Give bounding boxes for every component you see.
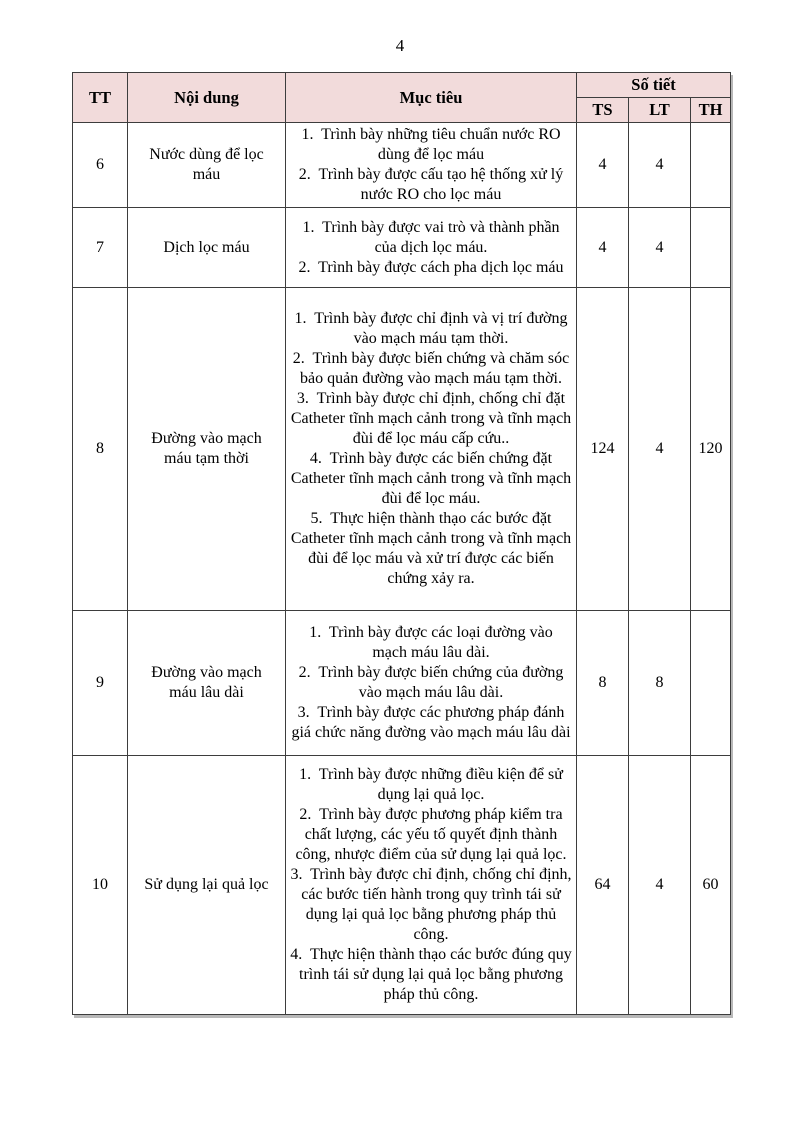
cell-noi-dung: Đường vào mạch máu tạm thời [128,288,286,611]
objective-item: 1. Trình bày được các loại đường vào mạch máu lâu dài. [309,624,553,661]
header-muc-tieu: Mục tiêu [286,73,577,123]
header-row-top [73,73,731,98]
header-lt: LT [629,98,691,123]
cell-tt: 6 [73,123,128,208]
cell-muc-tieu [286,611,577,756]
cell-lt: 8 [629,611,691,756]
objective-item: 1. Trình bày những tiêu chuẩn nước RO dùng để lọc máu [301,126,561,163]
header-ts: TS [577,98,629,123]
cell-lt: 4 [629,288,691,611]
objective-item: 2. Trình bày được phương pháp kiểm tra chất lượng, các yếu tố quyết định thành công, nhược điểm của sử dụng lại quả lọc. [295,806,567,863]
cell-ts: 64 [577,756,629,1015]
page-number: 4 [395,36,405,55]
objective-item: 2. Trình bày được biến chứng của đường vào mạch máu lâu dài. [298,664,564,701]
header-noi-dung: Nội dung [128,73,286,123]
table-row [73,208,731,288]
cell-tt: 9 [73,611,128,756]
objective-item: 3. Trình bày được chỉ định, chống chỉ đặt Catheter tĩnh mạch cảnh trong và tĩnh mạch đùi để lọc máu cấp cứu.. [290,390,572,447]
cell-noi-dung: Dịch lọc máu [128,208,286,288]
table-header [73,73,731,123]
cell-ts: 124 [577,288,629,611]
cell-th: 120 [691,288,731,611]
cell-lt: 4 [629,756,691,1015]
objective-item: 3. Trình bày được chỉ định, chống chỉ định, các bước tiến hành trong quy trình tái sử dụng lại quả lọc bằng phương pháp thủ công. [290,866,572,943]
cell-lt: 4 [629,208,691,288]
table-row [73,756,731,1015]
objective-item: 3. Trình bày được các phương pháp đánh giá chức năng đường vào mạch máu lâu dài [291,704,571,741]
cell-tt: 7 [73,208,128,288]
cell-muc-tieu [286,756,577,1015]
objective-item: 4. Thực hiện thành thạo các bước đúng quy trình tái sử dụng lại quả lọc bằng phương pháp thủ công. [290,946,572,1003]
objective-item: 4. Trình bày được các biến chứng đặt Catheter tĩnh mạch cảnh trong và tĩnh mạch đùi để lọc máu. [290,450,572,507]
cell-ts: 4 [577,123,629,208]
objective-item: 1. Trình bày được những điều kiện để sử dụng lại quả lọc. [299,766,563,803]
header-th: TH [691,98,731,123]
cell-th [691,123,731,208]
cell-lt: 4 [629,123,691,208]
objective-item: 2. Trình bày được cấu tạo hệ thống xử lý nước RO cho lọc máu [298,166,564,203]
cell-muc-tieu [286,123,577,208]
cell-tt: 10 [73,756,128,1015]
syllabus-table [72,72,731,1015]
cell-muc-tieu [286,288,577,611]
cell-ts: 4 [577,208,629,288]
table-row [73,611,731,756]
objective-item: 2. Trình bày được biến chứng và chăm sóc bảo quản đường vào mạch máu tạm thời. [292,350,570,387]
cell-noi-dung: Sử dụng lại quả lọc [128,756,286,1015]
table-row [73,123,731,208]
cell-muc-tieu [286,208,577,288]
objective-item: 1. Trình bày được vai trò và thành phần của dịch lọc máu. [302,218,560,256]
table-row [73,288,731,611]
objective-item: 2. Trình bày được cách pha dịch lọc máu [298,258,564,276]
cell-th [691,611,731,756]
header-tt: TT [73,73,128,123]
cell-noi-dung: Đường vào mạch máu lâu dài [128,611,286,756]
cell-th [691,208,731,288]
header-so-tiet: Số tiết [577,73,731,98]
objective-item: 1. Trình bày được chỉ định và vị trí đường vào mạch máu tạm thời. [294,310,568,347]
cell-tt: 8 [73,288,128,611]
objective-item: 5. Thực hiện thành thạo các bước đặt Catheter tĩnh mạch cảnh trong và tĩnh mạch đùi để lọc máu và xử trí được các biến chứng xảy ra. [290,510,572,587]
table-body [73,123,731,1015]
cell-noi-dung: Nước dùng để lọc máu [128,123,286,208]
cell-th: 60 [691,756,731,1015]
cell-ts: 8 [577,611,629,756]
